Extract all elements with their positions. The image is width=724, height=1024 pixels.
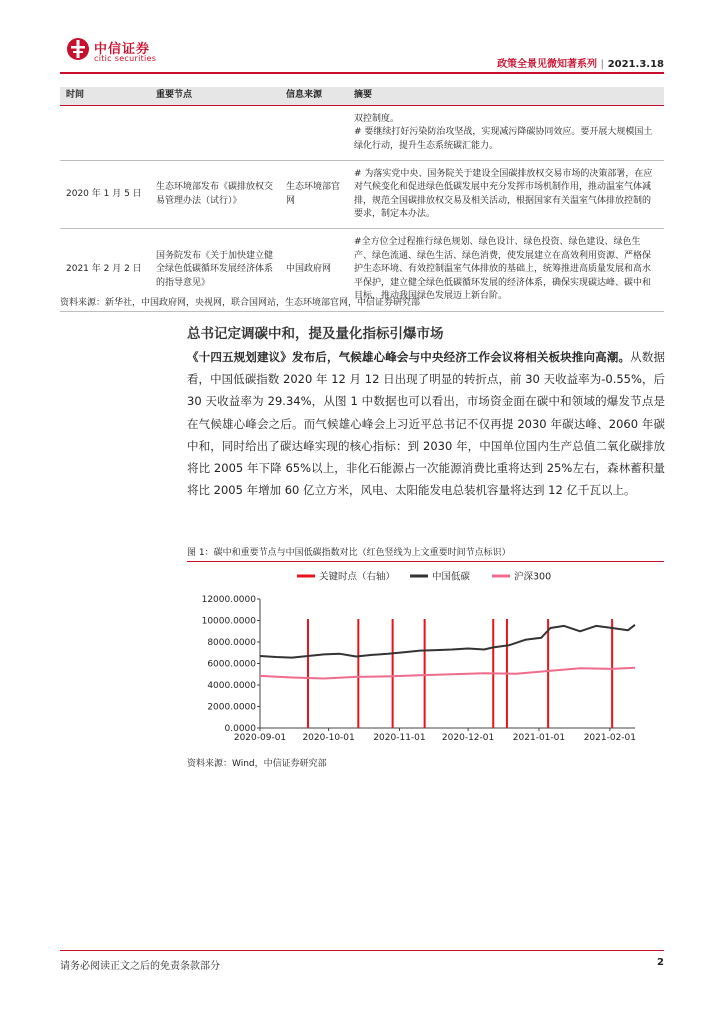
x-tick-label: 2021-02-01	[583, 733, 637, 743]
report-date: 2021.3.18	[607, 59, 664, 70]
body-paragraph	[187, 346, 665, 501]
legend-label: 沪深300	[514, 571, 552, 583]
col-header-source: 信息来源	[280, 87, 348, 106]
x-tick-label: 2020-11-01	[373, 733, 426, 743]
cell-source: 生态环境部官网	[280, 161, 348, 229]
cell-summary: # 为落实党中央、国务院关于建设全国碳排放权交易市场的决策部署，在应对气候变化和促进绿色低碳发展中充分发挥市场机制作用，推动温室气体减排，规范全国碳排放权交易及相关活动，根据国家有关温室气体排放控制的要求，制定本办法。	[348, 161, 664, 229]
y-tick-label: 10000.0000	[201, 616, 256, 627]
y-tick-label: 0.0000	[224, 724, 256, 734]
y-tick-label: 2000.0000	[207, 702, 256, 713]
y-tick-label: 6000.0000	[207, 659, 256, 670]
report-series: 政策全景见微知著系列	[497, 59, 598, 70]
carbon-index-chart	[187, 562, 665, 752]
cell-summary: #全方位全过程推行绿色规划、绿色设计、绿色投资、绿色建设、绿色生产、绿色流通、绿色生活、绿色消费，使发展建立在高效利用资源、严格保护生态环境、有效控制温室气体排放的基础上，统筹推进高质量发展和高水平保护，建立健全绿色低碳循环发展的经济体系，确保实现碳达峰、碳中和目标，推动我国绿色发展迈上新台阶。	[348, 229, 664, 312]
table-source-note: 资料来源：新华社，中国政府网，央视网，联合国网站，生态环境部官网，中信证券研究部	[60, 298, 421, 308]
x-tick-label: 2020-09-01	[233, 733, 287, 743]
table-row	[60, 106, 664, 161]
cell-node	[150, 106, 280, 161]
footer-disclaimer: 请务必阅读正文之后的免责条款部分	[60, 961, 220, 972]
x-tick-label: 2021-01-01	[512, 733, 566, 743]
paragraph-body: 从数据看，中国低碳指数 2020 年 12 月 12 日出现了明显的转折点，前 30 天收益率为-0.55%，后 30 天收益率为 29.34%，从图 1 中数据也可以看出，市场资金面在碳中和领域的爆发节点是在气候雄心峰会之后。而气候雄心峰会上习近平总书记不仅再提 2030 年碳达峰、2060 年碳中和，同时给出了碳达峰实现的核心指标：到 2030 年，中国单位国内生产总值二氧化碳排放将比 2005 年下降 65%以上，非化石能源占一次能源消费比重将达到 25%左右，森林蓄积量将比 2005 年增加 60 亿立方米，风电、太阳能发电总装机容量将达到 12 亿千瓦以上。	[187, 350, 665, 498]
cell-source: 中国政府网	[280, 229, 348, 312]
cell-node: 生态环境部发布《碳排放权交易管理办法（试行）》	[150, 161, 280, 229]
citic-logo-icon	[66, 37, 90, 61]
report-series-header: 政策全景见微知著系列 | 2021.3.18	[497, 59, 664, 70]
y-tick-label: 4000.0000	[207, 681, 256, 691]
cell-time: 2021 年 2 月 2 日	[60, 229, 150, 312]
cell-time: 2020 年 1 月 5 日	[60, 161, 150, 229]
header-divider	[60, 72, 664, 74]
footer-divider	[60, 950, 664, 951]
col-header-node: 重要节点	[150, 87, 280, 106]
cell-summary: 双控制度。 # 要继续打好污染防治攻坚战，实现减污降碳协同效应。要开展大规模国土绿化行动，提升生态系统碳汇能力。	[348, 106, 664, 161]
legend-label: 关键时点（右轴）	[319, 571, 396, 583]
chart-lines	[260, 625, 635, 679]
table-header-row	[60, 87, 664, 106]
col-header-time: 时间	[60, 87, 150, 106]
legend-label: 中国低碳	[432, 571, 471, 583]
table-row	[60, 161, 664, 229]
x-tick-label: 2020-10-01	[302, 733, 355, 743]
logo-name-en: citic securities	[94, 54, 157, 63]
figure-caption: 图 1：碳中和重要节点与中国低碳指数对比（红色竖线为上文重要时间节点标识）	[187, 548, 511, 558]
series-line-low-carbon	[260, 625, 635, 658]
cell-time	[60, 106, 150, 161]
paragraph-lead: 《十四五规划建议》发布后，气候雄心峰会与中央经济工作会议将相关板块推向高潮。	[187, 350, 631, 364]
col-header-summary: 摘要	[348, 87, 664, 106]
y-tick-label: 12000.0000	[201, 595, 256, 605]
cell-node: 国务院发布《关于加快建立健全绿色低碳循环发展经济体系的指导意见》	[150, 229, 280, 312]
x-tick-label: 2020-12-01	[441, 733, 495, 743]
logo-name-cn: 中信证券	[94, 42, 151, 57]
series-line-hs300	[260, 668, 635, 679]
cell-source	[280, 106, 348, 161]
chart-legend	[297, 571, 551, 583]
section-title: 总书记定调碳中和，提及量化指标引爆市场	[187, 326, 444, 342]
policy-timeline-table	[60, 87, 664, 312]
y-tick-label: 8000.0000	[207, 638, 256, 648]
page-number: 2	[657, 957, 664, 968]
figure-source-note: 资料来源：Wind，中信证券研究部	[187, 759, 327, 769]
